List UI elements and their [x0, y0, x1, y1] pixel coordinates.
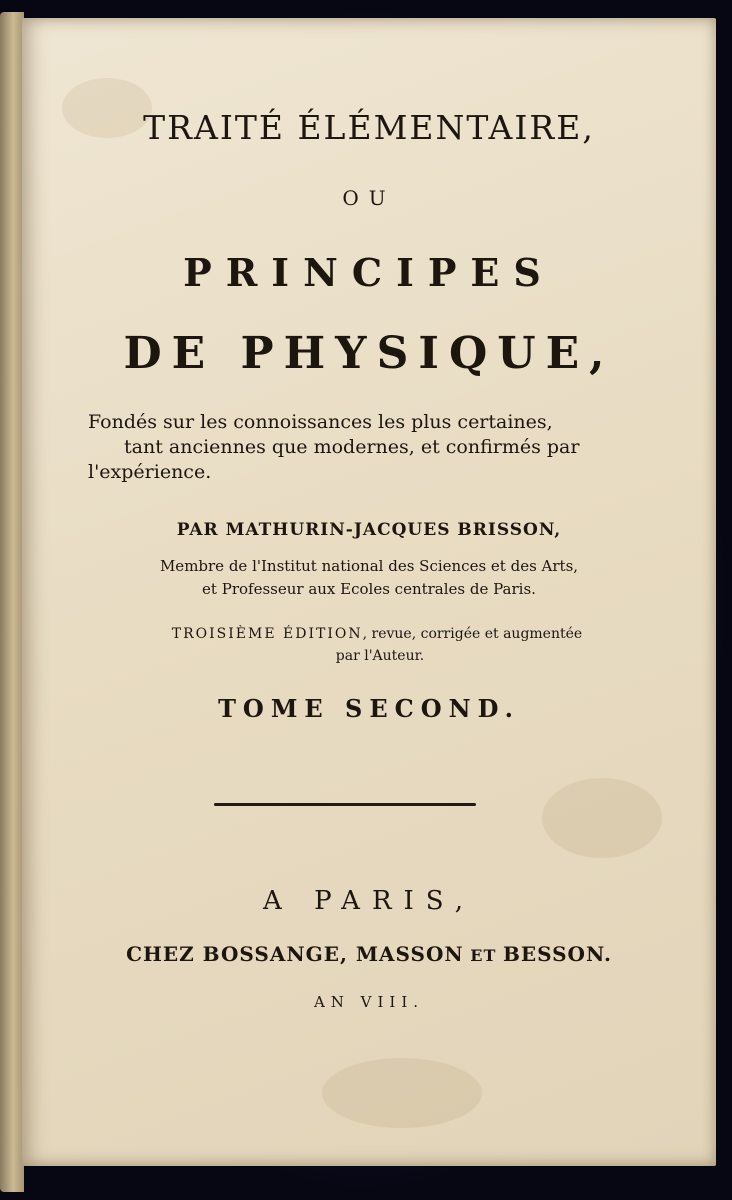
imprint-publisher [22, 942, 716, 966]
title-line-2: PRINCIPES [183, 250, 555, 295]
publisher-et: ET [463, 946, 503, 965]
edition-label: TROISIÈME ÉDITION [171, 626, 363, 642]
imprint-date: AN VIII. [313, 993, 425, 1011]
title-line-1: TRAITÉ ÉLÉMENTAIRE, [143, 108, 595, 147]
edition-line-2: par l'Auteur. [335, 648, 425, 664]
decorative-rule [214, 803, 476, 806]
description-line-2: tant anciennes que modernes, et confirmés par [124, 436, 580, 458]
description-line-1: Fondés sur les connoissances les plus certaines, [88, 411, 553, 433]
edition-line-1 [22, 626, 724, 642]
subtitle-description [88, 410, 608, 485]
description-line-3: l'expérience. [88, 461, 212, 483]
title-ou: OU [342, 186, 396, 210]
imprint-city: A PARIS, [263, 886, 475, 916]
author-role-1: Membre de l'Institut national des Sciences et des Arts, [159, 557, 579, 575]
publisher-part-b: BESSON. [502, 942, 612, 966]
title-line-3: DE PHYSIQUE, [123, 328, 615, 379]
book-page-edge [0, 12, 24, 1192]
edition-rest: , revue, corrigée et augmentée [362, 626, 583, 642]
author-name: PAR MATHURIN-JACQUES BRISSON, [176, 520, 562, 540]
publisher-part-a: CHEZ BOSSANGE, MASSON [126, 942, 464, 966]
volume-label: TOME SECOND. [218, 694, 520, 723]
author-role-2: et Professeur aux Ecoles centrales de Paris. [202, 580, 536, 598]
